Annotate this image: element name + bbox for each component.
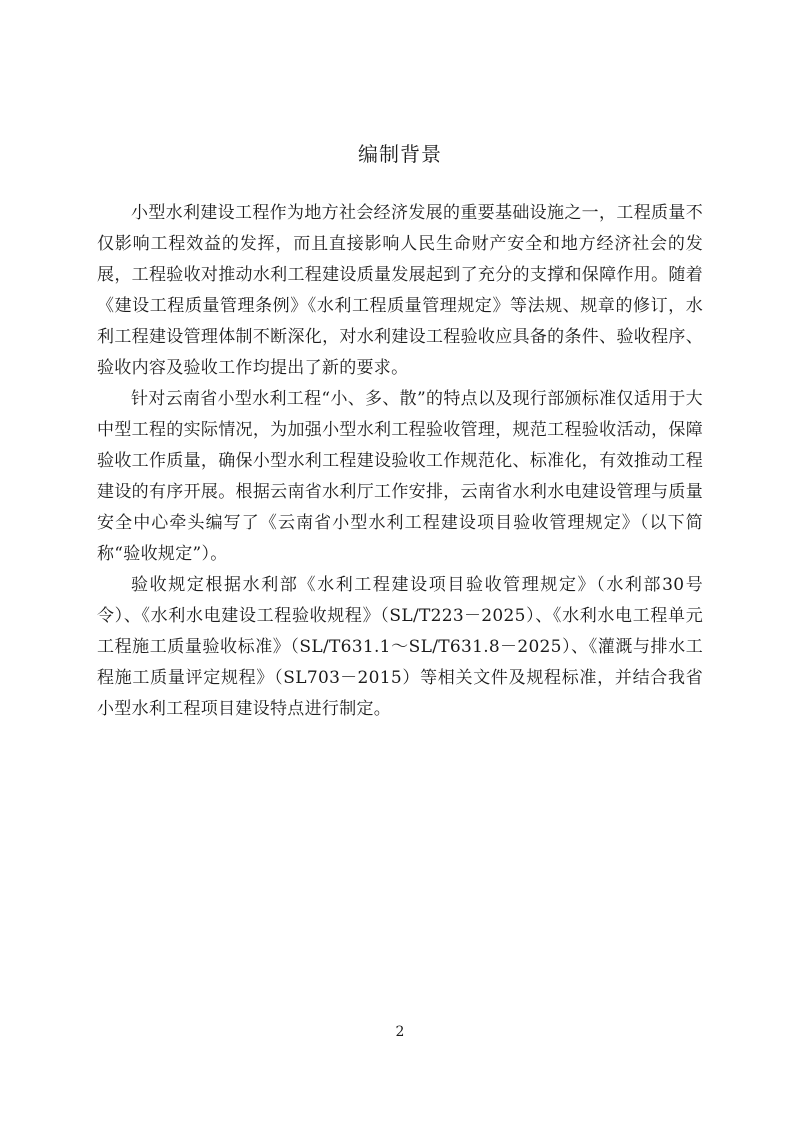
paragraph-3: 验收规定根据水利部《水利工程建设项目验收管理规定》（水利部30号令）、《水利水电建设工程验收规程》（SL/T223－2025）、《水利水电工程单元工程施工质量验收标准》（SL/T631.1～SL/T631.8－2025）、《灌溉与排水工程施工质量评定规程》（SL703－2015）等相关文件及规程标准，并结合我省小型水利工程项目建设特点进行制定。 <box>97 575 703 719</box>
page-number: 2 <box>395 1024 405 1040</box>
paragraph-2: 针对云南省小型水利工程“小、多、散”的特点以及现行部颁标准仅适用于大中型工程的实际情况，为加强小型水利工程验收管理，规范工程验收活动，保障验收工作质量，确保小型水利工程建设验收工作规范化、标准化，有效推动工程建设的有序开展。根据云南省水利厅工作安排，云南省水利水电建设管理与质量安全中心牵头编写了《云南省小型水利工程建设项目验收管理规定》（以下简称“验收规定”）。 <box>97 389 703 564</box>
body-text <box>97 198 703 725</box>
paragraph-1: 小型水利建设工程作为地方社会经济发展的重要基础设施之一，工程质量不仅影响工程效益的发挥，而且直接影响人民生命财产安全和地方经济社会的发展，工程验收对推动水利工程建设质量发展起到了充分的支撑和保障作用。随着《建设工程质量管理条例》《水利工程质量管理规定》等法规、规章的修订，水利工程建设管理体制不断深化，对水利建设工程验收应具备的条件、验收程序、验收内容及验收工作均提出了新的要求。 <box>97 203 703 378</box>
page-title: 编制背景 <box>358 142 442 166</box>
